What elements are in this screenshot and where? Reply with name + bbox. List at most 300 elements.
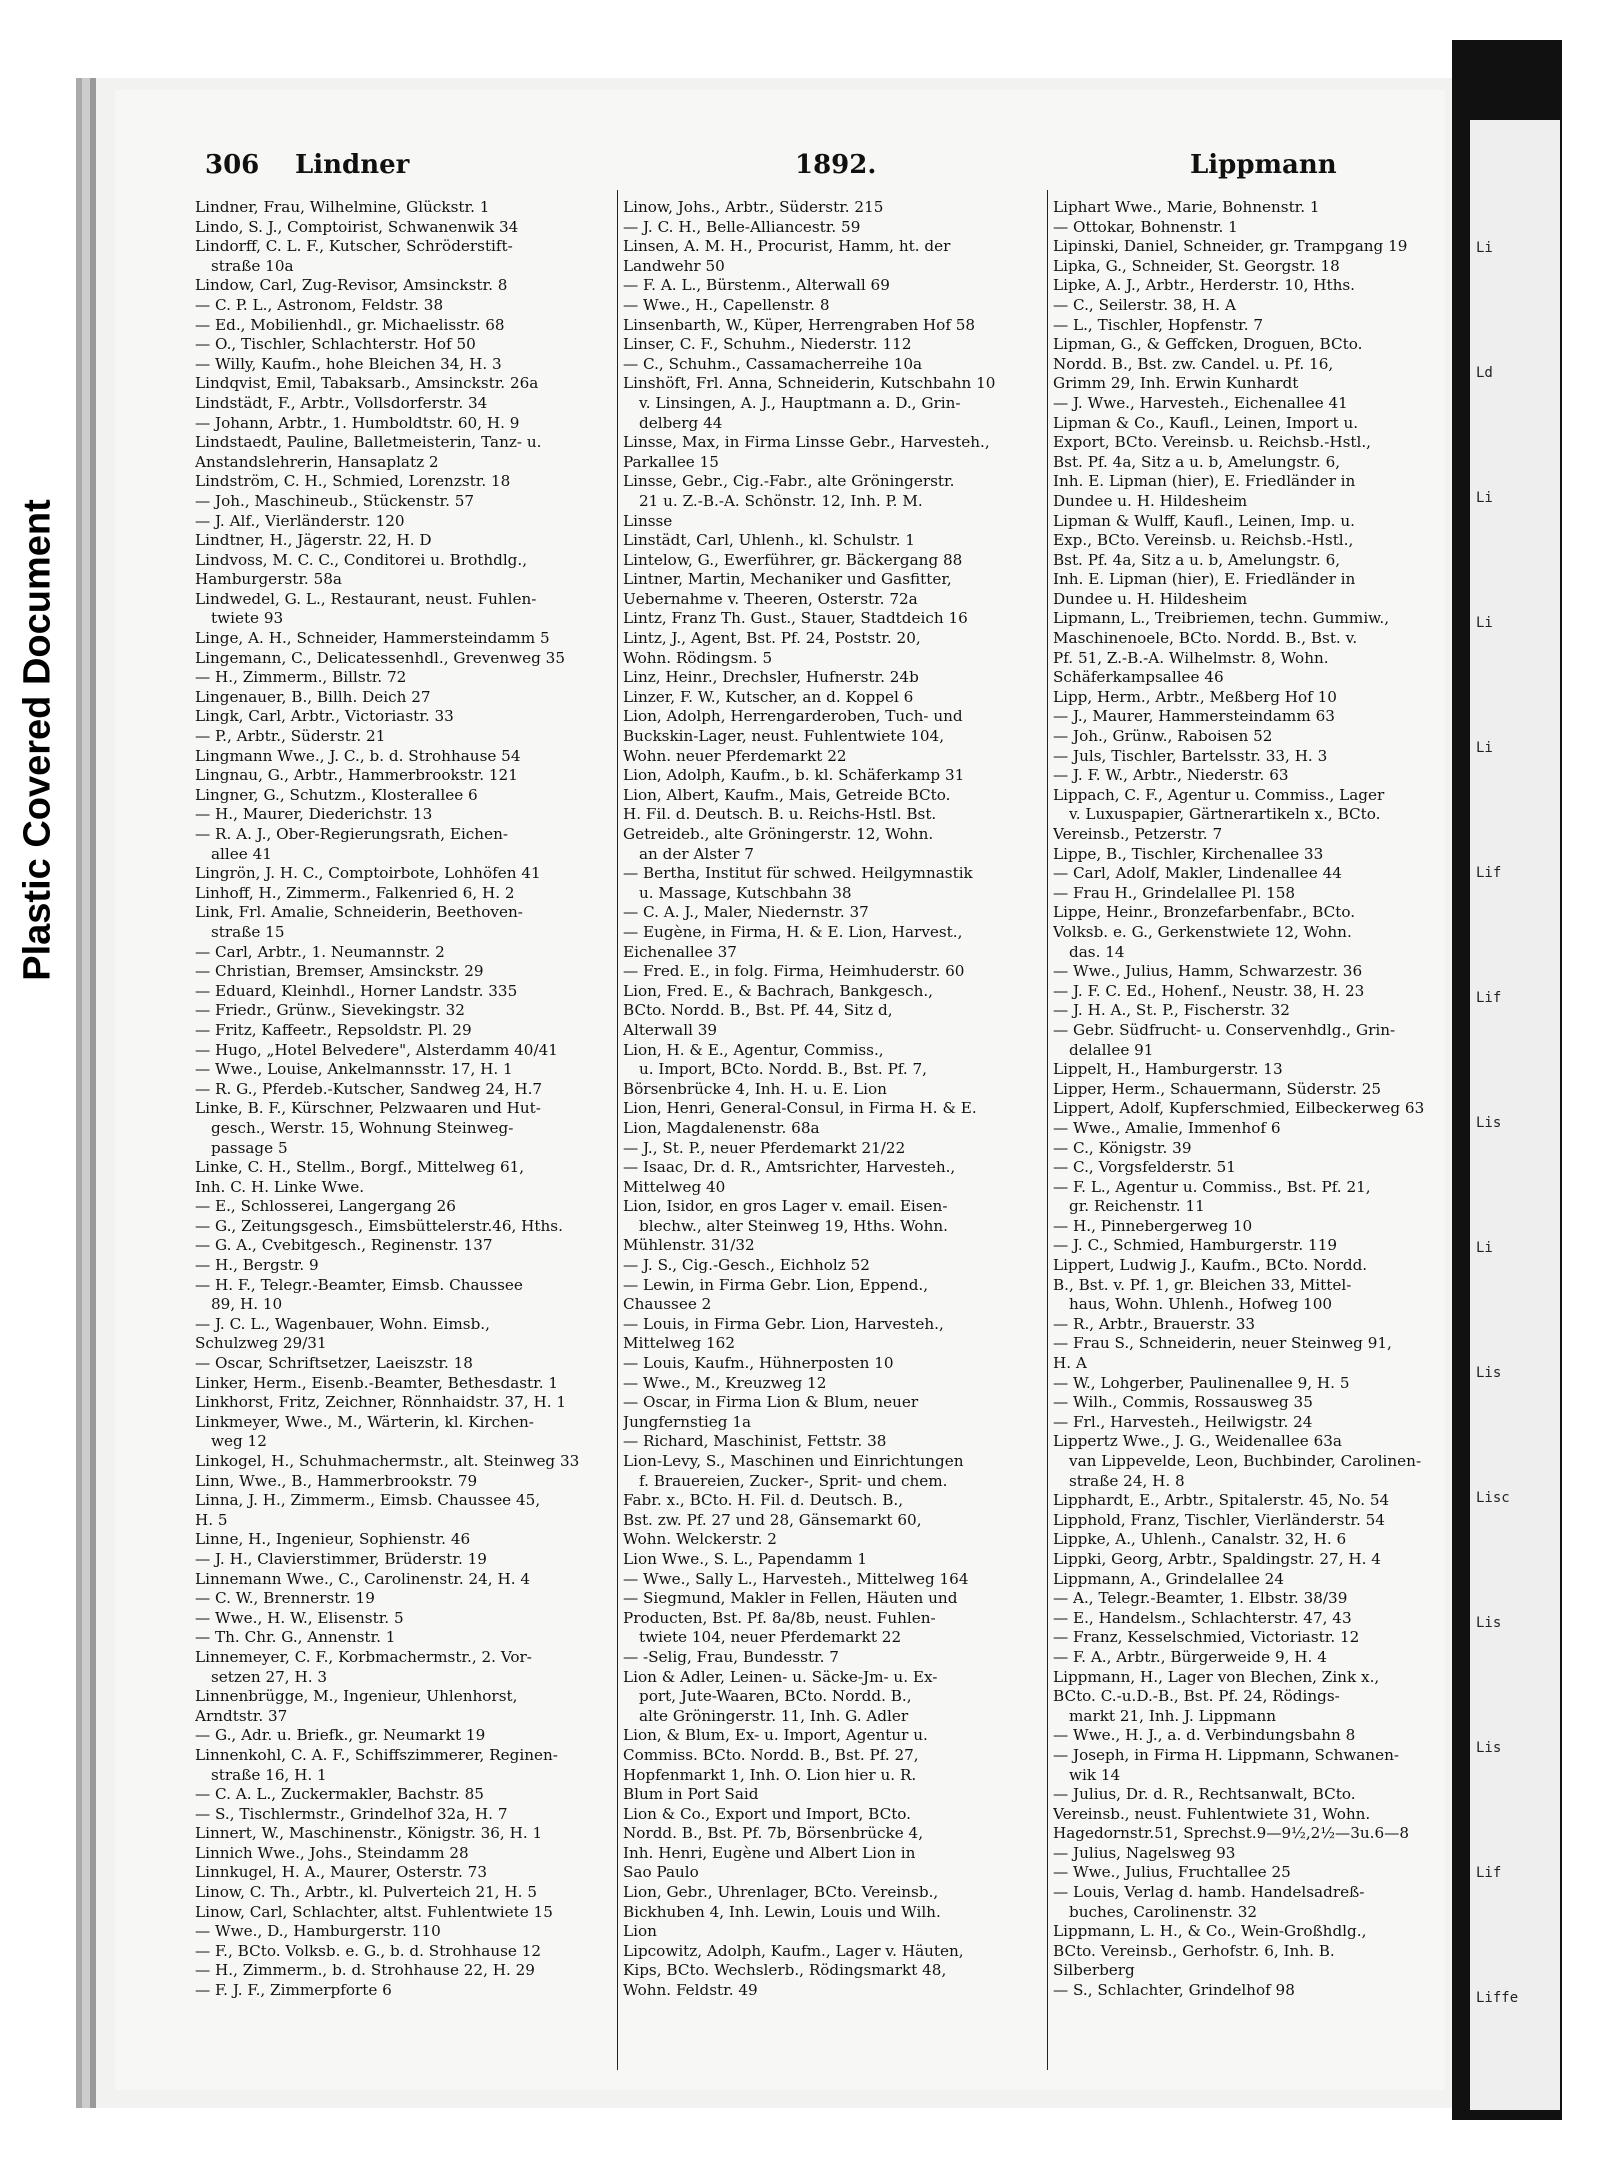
next-page-strip (1470, 120, 1560, 2110)
directory-entry: — E., Handelsm., Schlachterstr. 47, 43 (1053, 1608, 1352, 1627)
directory-entry: Lippmann, A., Grindelallee 24 (1053, 1569, 1285, 1588)
directory-entry: port, Jute-Waaren, BCto. Nordd. B., (639, 1687, 912, 1706)
directory-entry: Schulzweg 29/31 (195, 1334, 327, 1353)
directory-entry: Linne, H., Ingenieur, Sophienstr. 46 (195, 1530, 471, 1549)
directory-entry: — C. A. L., Zuckermakler, Bachstr. 85 (195, 1785, 484, 1804)
directory-entry: u. Import, BCto. Nordd. B., Bst. Pf. 7, (639, 1060, 928, 1079)
directory-entry: — J. H. A., St. P., Fischerstr. 32 (1053, 1001, 1290, 1020)
edge-fragment: Lisc (1476, 1490, 1510, 1506)
directory-entry: gr. Reichenstr. 11 (1069, 1197, 1205, 1216)
directory-entry: markt 21, Inh. J. Lippmann (1069, 1706, 1277, 1725)
directory-entry: Börsenbrücke 4, Inh. H. u. E. Lion (623, 1079, 887, 1098)
directory-entry: Lipmann, L., Treibriemen, techn. Gummiw., (1053, 609, 1390, 628)
column-right (1053, 198, 1483, 2001)
edge-fragment: Lif (1476, 865, 1502, 881)
directory-entry: H. 5 (195, 1510, 228, 1529)
directory-entry: Dundee u. H. Hildesheim (1053, 589, 1248, 608)
directory-entry: — Siegmund, Makler in Fellen, Häuten und (623, 1589, 958, 1608)
directory-entry: Lipcowitz, Adolph, Kaufm., Lager v. Häuten, (623, 1941, 964, 1960)
directory-entry: Lippmann, L. H., & Co., Wein-Großhdlg., (1053, 1922, 1367, 1941)
directory-entry: Lion & Adler, Leinen- u. Säcke-Jm- u. Ex- (623, 1667, 938, 1686)
directory-entry: Lingnau, G., Arbtr., Hammerbrookstr. 121 (195, 766, 518, 785)
directory-entry: Volksb. e. G., Gerkenstwiete 12, Wohn. (1053, 922, 1352, 941)
directory-entry: haus, Wohn. Uhlenh., Hofweg 100 (1069, 1295, 1333, 1314)
directory-entry: Linnemeyer, C. F., Korbmachermstr., 2. Vor- (195, 1647, 532, 1666)
directory-entry: Linsse (623, 511, 673, 530)
directory-entry: Bst. Pf. 4a, Sitz a u. b, Amelungstr. 6, (1053, 550, 1341, 569)
directory-entry: Lipinski, Daniel, Schneider, gr. Trampgang 19 (1053, 237, 1408, 256)
directory-entry: u. Massage, Kutschbahn 38 (639, 883, 852, 902)
directory-entry: Linser, C. F., Schuhm., Niederstr. 112 (623, 335, 912, 354)
side-label (8, 480, 68, 1000)
directory-entry: — Th. Chr. G., Annenstr. 1 (195, 1628, 396, 1647)
directory-entry: Grimm 29, Inh. Erwin Kunhardt (1053, 374, 1299, 393)
directory-entry: — P., Arbtr., Süderstr. 21 (195, 727, 386, 746)
directory-entry: H. A (1053, 1354, 1087, 1373)
directory-entry: delberg 44 (639, 413, 723, 432)
directory-entry: straße 16, H. 1 (211, 1765, 327, 1784)
directory-entry: — Joh., Maschineub., Stückenstr. 57 (195, 491, 475, 510)
directory-entry: Exp., BCto. Vereinsb. u. Reichsb.-Hstl., (1053, 531, 1354, 550)
directory-entry: — Julius, Dr. d. R., Rechtsanwalt, BCto. (1053, 1785, 1356, 1804)
directory-entry: Lion, Henri, General-Consul, in Firma H. & E. (623, 1099, 977, 1118)
directory-entry: Lion, H. & E., Agentur, Commiss., (623, 1040, 884, 1059)
edge-fragment: Li (1476, 1240, 1493, 1256)
directory-entry: — E., Schlosserei, Langergang 26 (195, 1197, 456, 1216)
directory-entry: Mittelweg 40 (623, 1177, 726, 1196)
directory-entry: Getreideb., alte Gröningerstr. 12, Wohn. (623, 825, 934, 843)
directory-entry: Linn, Wwe., B., Hammerbrookstr. 79 (195, 1471, 478, 1490)
directory-entry: Inh. E. Lipman (hier), E. Friedländer in (1053, 472, 1356, 491)
directory-entry: — Frau H., Grindelallee Pl. 158 (1053, 883, 1296, 902)
directory-entry: Lindorff, C. L. F., Kutscher, Schröderstift- (195, 237, 513, 256)
directory-entry: Linow, Carl, Schlachter, altst. Fuhlentwiete 15 (195, 1902, 553, 1921)
directory-entry: — Louis, in Firma Gebr. Lion, Harvesteh., (623, 1314, 944, 1333)
directory-entry: — O., Tischler, Schlachterstr. Hof 50 (195, 335, 476, 354)
directory-entry: Lipman & Wulff, Kaufl., Leinen, Imp. u. (1053, 511, 1355, 530)
directory-entry: f. Brauereien, Zucker-, Sprit- und chem. (639, 1471, 948, 1490)
directory-entry: Lippe, Heinr., Bronzefarbenfabr., BCto. (1053, 903, 1356, 922)
directory-entry: twiete 93 (211, 609, 284, 628)
directory-entry: Linkogel, H., Schuhmachermstr., alt. Steinweg 33 (195, 1452, 580, 1470)
directory-entry: — G., Adr. u. Briefk., gr. Neumarkt 19 (195, 1726, 486, 1745)
directory-entry: — Ed., Mobilienhdl., gr. Michaelisstr. 68 (195, 315, 505, 334)
directory-entry: Anstandslehrerin, Hansaplatz 2 (195, 452, 439, 471)
directory-entry: — Gebr. Südfrucht- u. Conservenhdlg., Grin- (1053, 1020, 1396, 1039)
directory-entry: Lipphold, Franz, Tischler, Vierländerstr. 54 (1053, 1510, 1385, 1529)
directory-entry: — L., Tischler, Hopfenstr. 7 (1053, 315, 1264, 334)
directory-entry: Lipp, Herm., Arbtr., Meßberg Hof 10 (1053, 687, 1337, 706)
directory-entry: — Richard, Maschinist, Fettstr. 38 (623, 1432, 887, 1451)
edge-fragment: Lif (1476, 1865, 1502, 1881)
directory-entry: setzen 27, H. 3 (211, 1667, 328, 1686)
column-rule-1 (617, 190, 618, 2070)
directory-entry: — J. C. H., Belle-Alliancestr. 59 (623, 217, 861, 236)
directory-entry: Lingmann Wwe., J. C., b. d. Strohhause 54 (195, 746, 521, 765)
directory-entry: — H., Maurer, Diederichstr. 13 (195, 805, 433, 824)
directory-entry: — Friedr., Grünw., Sievekingstr. 32 (195, 1001, 465, 1020)
directory-entry: Lion-Levy, S., Maschinen und Einrichtungen (623, 1452, 964, 1470)
directory-entry: Vereinsb., neust. Fuhlentwiete 31, Wohn. (1053, 1804, 1371, 1823)
directory-entry: straße 24, H. 8 (1069, 1471, 1185, 1490)
directory-entry: Linnemann Wwe., C., Carolinenstr. 24, H. 4 (195, 1569, 531, 1588)
directory-entry: Linnenbrügge, M., Ingenieur, Uhlenhorst, (195, 1687, 518, 1706)
directory-entry: — Wwe., Louise, Ankelmannsstr. 17, H. 1 (195, 1060, 513, 1079)
directory-entry: — Johann, Arbtr., 1. Humboldtstr. 60, H. 9 (195, 413, 520, 432)
directory-entry: Linnich Wwe., Johs., Steindamm 28 (195, 1843, 469, 1862)
page-number: 306 (205, 150, 260, 180)
directory-entry: Hopfenmarkt 1, Inh. O. Lion hier u. R. (623, 1765, 917, 1784)
directory-entry: — C., Königstr. 39 (1053, 1138, 1192, 1157)
directory-entry: Eichenallee 37 (623, 942, 737, 961)
directory-entry: — Wwe., Amalie, Immenhof 6 (1053, 1118, 1281, 1137)
directory-entry: Wohn. Welckerstr. 2 (623, 1530, 777, 1549)
directory-entry: — H., Bergstr. 9 (195, 1256, 319, 1275)
directory-entry: Alterwall 39 (623, 1020, 718, 1039)
directory-entry: — -Selig, Frau, Bundesstr. 7 (623, 1647, 839, 1666)
directory-entry: Lippke, A., Uhlenh., Canalstr. 32, H. 6 (1053, 1530, 1347, 1549)
directory-entry: Mühlenstr. 31/32 (623, 1236, 755, 1255)
directory-entry: — Carl, Arbtr., 1. Neumannstr. 2 (195, 942, 445, 961)
directory-entry: Linzer, F. W., Kutscher, an d. Koppel 6 (623, 687, 914, 706)
directory-entry: Arndtstr. 37 (195, 1706, 288, 1725)
directory-entry: — C., Seilerstr. 38, H. A (1053, 295, 1236, 314)
directory-entry: allee 41 (211, 844, 272, 863)
directory-entry: Sao Paulo (623, 1863, 699, 1882)
directory-entry: Fabr. x., BCto. H. Fil. d. Deutsch. B., (623, 1491, 904, 1510)
directory-entry: — Wwe., H. W., Elisenstr. 5 (195, 1608, 404, 1627)
directory-entry: Wohn. neuer Pferdemarkt 22 (623, 746, 847, 765)
edge-fragment: Li (1476, 740, 1493, 756)
directory-entry: — Frau S., Schneiderin, neuer Steinweg 91, (1053, 1334, 1392, 1353)
directory-entry: Linhoff, H., Zimmerm., Falkenried 6, H. 2 (195, 883, 515, 902)
directory-entry: Bst. zw. Pf. 27 und 28, Gänsemarkt 60, (623, 1510, 922, 1529)
directory-entry: — C., Vorgsfelderstr. 51 (1053, 1158, 1236, 1177)
directory-entry: Lion & Co., Export und Import, BCto. (623, 1804, 911, 1823)
directory-entry: — C. A. J., Maler, Niedernstr. 37 (623, 903, 869, 922)
directory-entry: — W., Lohgerber, Paulinenallee 9, H. 5 (1053, 1373, 1350, 1392)
directory-entry: Lion (623, 1922, 657, 1941)
edge-fragment: Lif (1476, 990, 1502, 1006)
column-left (195, 198, 615, 2001)
directory-entry: — Julius, Nagelsweg 93 (1053, 1843, 1236, 1862)
directory-entry: — J. F. W., Arbtr., Niederstr. 63 (1053, 766, 1289, 785)
directory-entry: 89, H. 10 (211, 1295, 283, 1314)
directory-entry: Mittelweg 162 (623, 1334, 735, 1353)
directory-entry: Lion, Albert, Kaufm., Mais, Getreide BCto. (623, 785, 951, 804)
directory-entry: Lippach, C. F., Agentur u. Commiss., Lager (1053, 785, 1385, 804)
directory-entry: Lindow, Carl, Zug-Revisor, Amsinckstr. 8 (195, 276, 508, 295)
directory-entry: — Franz, Kesselschmied, Victoriastr. 12 (1053, 1628, 1360, 1647)
directory-entry: Uebernahme v. Theeren, Osterstr. 72a (623, 589, 918, 608)
directory-entry: Maschinenoele, BCto. Nordd. B., Bst. v. (1053, 629, 1358, 648)
directory-entry: wik 14 (1069, 1765, 1121, 1784)
directory-entry: — R. G., Pferdeb.-Kutscher, Sandweg 24, H.7 (195, 1079, 543, 1098)
directory-entry: Linker, Herm., Eisenb.-Beamter, Bethesdastr. 1 (195, 1373, 559, 1392)
directory-entry: — Louis, Verlag d. hamb. Handelsadreß- (1053, 1883, 1365, 1902)
directory-entry: — F. L., Agentur u. Commiss., Bst. Pf. 21, (1053, 1177, 1371, 1196)
directory-entry: Inh. Henri, Eugène und Albert Lion in (623, 1843, 916, 1862)
directory-entry: BCto. Vereinsb., Gerhofstr. 6, Inh. B. (1053, 1941, 1335, 1960)
directory-entry: delallee 91 (1069, 1040, 1154, 1059)
directory-entry: — Joh., Grünw., Raboisen 52 (1053, 727, 1273, 746)
directory-entry: — Hugo, „Hotel Belvedere", Alsterdamm 40/41 (195, 1040, 558, 1059)
directory-entry: Lipphardt, E., Arbtr., Spitalerstr. 45, No. 54 (1053, 1491, 1390, 1510)
directory-entry: gesch., Werstr. 15, Wohnung Steinweg- (211, 1118, 514, 1137)
directory-entry: — Eduard, Kleinhdl., Horner Landstr. 335 (195, 981, 518, 1000)
directory-entry: — F. A. L., Bürstenm., Alterwall 69 (623, 276, 890, 295)
directory-entry: Vereinsb., Petzerstr. 7 (1053, 825, 1223, 843)
directory-page (115, 90, 1445, 2090)
directory-entry: — F., BCto. Volksb. e. G., b. d. Strohhause 12 (195, 1941, 542, 1960)
directory-entry: Linow, Johs., Arbtr., Süderstr. 215 (623, 198, 884, 216)
directory-entry: Linsen, A. M. H., Procurist, Hamm, ht. der (623, 237, 951, 256)
directory-entry: — R., Arbtr., Brauerstr. 33 (1053, 1314, 1256, 1333)
directory-entry: Wohn. Rödingsm. 5 (623, 648, 773, 667)
left-running-head: Lindner (295, 150, 410, 180)
directory-entry: Lingrön, J. H. C., Comptoirbote, Lohhöfen 41 (195, 864, 541, 883)
right-running-head: Lippmann (1190, 150, 1337, 180)
directory-entry: Linkhorst, Fritz, Zeichner, Rönnhaidstr. 37, H. 1 (195, 1393, 567, 1412)
directory-entry: — Lewin, in Firma Gebr. Lion, Eppend., (623, 1275, 929, 1294)
directory-entry: — Oscar, in Firma Lion & Blum, neuer (623, 1393, 919, 1412)
directory-entry: Commiss. BCto. Nordd. B., Bst. Pf. 27, (623, 1745, 919, 1764)
directory-entry: Lingk, Carl, Arbtr., Victoriastr. 33 (195, 707, 454, 726)
directory-entry: — A., Telegr.-Beamter, 1. Elbstr. 38/39 (1053, 1589, 1348, 1608)
directory-entry: blechw., alter Steinweg 19, Hths. Wohn. (639, 1216, 948, 1235)
directory-entry: — C. W., Brennerstr. 19 (195, 1589, 375, 1608)
directory-entry: — H., Pinnebergerweg 10 (1053, 1216, 1253, 1235)
directory-entry: Linnkugel, H. A., Maurer, Osterstr. 73 (195, 1863, 488, 1882)
directory-entry: — Wwe., Julius, Hamm, Schwarzestr. 36 (1053, 962, 1363, 981)
directory-entry: Lindström, C. H., Schmied, Lorenzstr. 18 (195, 472, 511, 491)
directory-entry: Lion, & Blum, Ex- u. Import, Agentur u. (623, 1726, 928, 1745)
edge-fragment: Lis (1476, 1615, 1502, 1631)
directory-entry: Liphart Wwe., Marie, Bohnenstr. 1 (1053, 198, 1320, 216)
directory-entry: Linsse, Gebr., Cig.-Fabr., alte Gröningerstr. (623, 472, 955, 491)
directory-entry: Producten, Bst. Pf. 8a/8b, neust. Fuhlen- (623, 1608, 936, 1627)
edge-fragment: Ld (1476, 365, 1493, 381)
directory-entry: Linkmeyer, Wwe., M., Wärterin, kl. Kirchen- (195, 1412, 534, 1431)
directory-entry: — J., St. P., neuer Pferdemarkt 21/22 (623, 1138, 906, 1157)
directory-entry: — Christian, Bremser, Amsinckstr. 29 (195, 962, 484, 981)
directory-entry: — Wwe., Sally L., Harvesteh., Mittelweg 164 (623, 1569, 969, 1588)
directory-entry: — Eugène, in Firma, H. & E. Lion, Harvest., (623, 922, 963, 941)
directory-entry: Buckskin-Lager, neust. Fuhlentwiete 104, (623, 727, 945, 746)
directory-entry: — Joseph, in Firma H. Lippmann, Schwanen- (1053, 1745, 1399, 1764)
directory-entry: — J. C., Schmied, Hamburgerstr. 119 (1053, 1236, 1338, 1255)
directory-entry: — J. Wwe., Harvesteh., Eichenallee 41 (1053, 393, 1348, 412)
directory-entry: Lipman & Co., Kaufl., Leinen, Import u. (1053, 413, 1359, 432)
directory-entry: v. Linsingen, A. J., Hauptmann a. D., Grin- (639, 393, 961, 412)
directory-entry: — Fritz, Kaffeetr., Repsoldstr. Pl. 29 (195, 1020, 472, 1039)
directory-entry: Lipke, A. J., Arbtr., Herderstr. 10, Hths. (1053, 276, 1355, 295)
directory-entry: — J. H., Clavierstimmer, Brüderstr. 19 (195, 1549, 487, 1568)
directory-entry: straße 10a (211, 256, 294, 275)
directory-entry: Bst. Pf. 4a, Sitz a u. b, Amelungstr. 6, (1053, 452, 1341, 471)
directory-entry: — Wwe., D., Hamburgerstr. 110 (195, 1922, 441, 1941)
directory-entry: Inh. C. H. Linke Wwe. (195, 1177, 365, 1196)
directory-entry: — Wwe., H. J., a. d. Verbindungsbahn 8 (1053, 1726, 1356, 1745)
directory-entry: Lipman, G., & Geffcken, Droguen, BCto. (1053, 335, 1363, 354)
directory-entry: Lindstaedt, Pauline, Balletmeisterin, Tanz- u. (195, 433, 542, 452)
directory-entry: v. Luxuspapier, Gärtnerartikeln x., BCto. (1069, 805, 1381, 824)
directory-entry: H. Fil. d. Deutsch. B. u. Reichs-Hstl. Bst. (623, 805, 937, 824)
directory-entry: — Wwe., Julius, Fruchtallee 25 (1053, 1863, 1291, 1882)
directory-entry: — J. S., Cig.-Gesch., Eichholz 52 (623, 1256, 870, 1275)
directory-entry: — G., Zeitungsgesch., Eimsbüttelerstr.46, Hths. (195, 1216, 563, 1235)
directory-entry: Lindtner, H., Jägerstr. 22, H. D (195, 531, 432, 550)
directory-entry: Linna, J. H., Zimmerm., Eimsb. Chaussee 45, (195, 1491, 541, 1510)
directory-entry: 21 u. Z.-B.-A. Schönstr. 12, Inh. P. M. (639, 491, 923, 510)
directory-entry: Lippelt, H., Hamburgerstr. 13 (1053, 1060, 1283, 1079)
directory-entry: Nordd. B., Bst. Pf. 7b, Börsenbrücke 4, (623, 1824, 924, 1843)
directory-entry: Linnert, W., Maschinenstr., Königstr. 36, H. 1 (195, 1824, 543, 1843)
directory-entry: Linke, C. H., Stellm., Borgf., Mittelweg 61, (195, 1158, 525, 1177)
directory-entry: Lintz, Franz Th. Gust., Stauer, Stadtdeich 16 (623, 609, 968, 628)
year-head: 1892. (795, 150, 877, 180)
directory-entry: Blum in Port Said (623, 1785, 759, 1804)
directory-entry: Lion Wwe., S. L., Papendamm 1 (623, 1549, 868, 1568)
directory-entry: straße 15 (211, 922, 285, 941)
column-middle (623, 198, 1043, 2001)
directory-entry: buches, Carolinenstr. 32 (1069, 1902, 1258, 1921)
directory-entry: Lindqvist, Emil, Tabaksarb., Amsinckstr. 26a (195, 374, 539, 393)
directory-entry: Linstädt, Carl, Uhlenh., kl. Schulstr. 1 (623, 531, 915, 550)
directory-entry: Lippe, B., Tischler, Kirchenallee 33 (1053, 844, 1324, 863)
directory-entry: Linge, A. H., Schneider, Hammersteindamm 5 (195, 629, 550, 648)
edge-fragment: Li (1476, 615, 1493, 631)
directory-entry: — F. J. F., Zimmerpforte 6 (195, 1981, 392, 2000)
directory-entry: an der Alster 7 (639, 844, 754, 863)
directory-entry: Lintz, J., Agent, Bst. Pf. 24, Poststr. 20, (623, 629, 921, 648)
directory-entry: — G. A., Cvebitgesch., Reginenstr. 137 (195, 1236, 493, 1255)
directory-entry: Lion, Isidor, en gros Lager v. email. Eisen- (623, 1197, 948, 1216)
directory-entry: — J. F. C. Ed., Hohenf., Neustr. 38, H. 23 (1053, 981, 1365, 1000)
directory-entry: weg 12 (211, 1432, 267, 1451)
directory-entry: B., Bst. v. Pf. 1, gr. Bleichen 33, Mittel- (1053, 1275, 1352, 1294)
directory-entry: — Isaac, Dr. d. R., Amtsrichter, Harvesteh., (623, 1158, 956, 1177)
directory-entry: Bickhuben 4, Inh. Lewin, Louis und Wilh. (623, 1902, 941, 1921)
directory-entry: Lion, Adolph, Herrengarderoben, Tuch- und (623, 707, 963, 726)
directory-entry: Schäferkampsallee 46 (1053, 668, 1224, 687)
edge-fragment: Liffe (1476, 1990, 1519, 2006)
directory-entry: — R. A. J., Ober-Regierungsrath, Eichen- (195, 825, 508, 843)
edge-fragment: Lis (1476, 1365, 1502, 1381)
directory-entry: Linsenbarth, W., Küper, Herrengraben Hof 58 (623, 315, 976, 334)
directory-entry: Hamburgerstr. 58a (195, 570, 342, 589)
directory-entry: Wohn. Feldstr. 49 (623, 1981, 758, 2000)
column-rule-2 (1047, 190, 1048, 2070)
directory-entry: Linshöft, Frl. Anna, Schneiderin, Kutschbahn 10 (623, 374, 996, 393)
directory-entry: Lingner, G., Schutzm., Klosterallee 6 (195, 785, 478, 804)
directory-entry: — J. Alf., Vierländerstr. 120 (195, 511, 405, 530)
directory-entry: Chaussee 2 (623, 1295, 712, 1314)
directory-entry: Lion, Magdalenenstr. 68a (623, 1118, 820, 1137)
directory-entry: Lingemann, C., Delicatessenhdl., Grevenweg 35 (195, 648, 565, 667)
directory-entry: Hagedornstr.51, Sprechst.9—9½,2½—3u.6—8 (1053, 1824, 1410, 1843)
directory-entry: — Juls, Tischler, Bartelsstr. 33, H. 3 (1053, 746, 1328, 765)
directory-entry: Linz, Heinr., Drechsler, Hufnerstr. 24b (623, 668, 919, 687)
directory-entry: BCto. C.-u.D.-B., Bst. Pf. 24, Rödings- (1053, 1687, 1340, 1706)
directory-entry: Lion, Adolph, Kaufm., b. kl. Schäferkamp 31 (623, 766, 965, 785)
directory-entry: — Wwe., M., Kreuzweg 12 (623, 1373, 827, 1392)
directory-entry: Landwehr 50 (623, 256, 725, 275)
directory-entry: — Frl., Harvesteh., Heilwigstr. 24 (1053, 1412, 1313, 1431)
directory-entry: Lintelow, G., Ewerführer, gr. Bäckergang 88 (623, 550, 963, 569)
side-label-text: Plastic Covered Document (16, 499, 59, 981)
directory-entry: — J. C. L., Wagenbauer, Wohn. Eimsb., (195, 1314, 490, 1333)
directory-entry: Lindo, S. J., Comptoirist, Schwanenwik 34 (195, 217, 519, 236)
directory-entry: Link, Frl. Amalie, Schneiderin, Beethoven- (195, 903, 523, 922)
directory-entry: Dundee u. H. Hildesheim (1053, 491, 1248, 510)
directory-entry: — S., Schlachter, Grindelhof 98 (1053, 1981, 1295, 2000)
directory-entry: twiete 104, neuer Pferdemarkt 22 (639, 1628, 902, 1647)
directory-entry: Lippert, Adolf, Kupferschmied, Eilbeckerweg 63 (1053, 1099, 1425, 1118)
directory-entry: Lippmann, H., Lager von Blechen, Zink x., (1053, 1667, 1380, 1686)
directory-entry: Lindwedel, G. L., Restaurant, neust. Fuhlen- (195, 589, 537, 608)
directory-entry: Nordd. B., Bst. zw. Candel. u. Pf. 16, (1053, 354, 1334, 373)
directory-entry: — S., Tischlermstr., Grindelhof 32a, H. 7 (195, 1804, 508, 1823)
directory-entry: — Fred. E., in folg. Firma, Heimhuderstr. 60 (623, 962, 965, 981)
directory-entry: Silberberg (1053, 1961, 1135, 1980)
directory-entry: — C., Schuhm., Cassamacherreihe 10a (623, 354, 923, 373)
directory-entry: Linke, B. F., Kürschner, Pelzwaaren und Hut- (195, 1099, 541, 1118)
directory-entry: Lindner, Frau, Wilhelmine, Glückstr. 1 (195, 198, 490, 216)
directory-entry: Linnenkohl, C. A. F., Schiffszimmerer, Reginen- (195, 1745, 558, 1764)
directory-entry: Inh. E. Lipman (hier), E. Friedländer in (1053, 570, 1356, 589)
directory-entry: Parkallee 15 (623, 452, 719, 471)
directory-entry: — Louis, Kaufm., Hühnerposten 10 (623, 1354, 894, 1373)
directory-entry: alte Gröningerstr. 11, Inh. G. Adler (639, 1706, 909, 1725)
edge-fragment: Lis (1476, 1740, 1502, 1756)
directory-entry: Lindstädt, F., Arbtr., Vollsdorferstr. 34 (195, 393, 488, 412)
directory-entry: — Oscar, Schriftsetzer, Laeiszstr. 18 (195, 1354, 473, 1373)
directory-entry: — H., Zimmerm., Billstr. 72 (195, 668, 407, 687)
edge-fragment: Lis (1476, 1115, 1502, 1131)
edge-fragment: Li (1476, 490, 1493, 506)
directory-entry: Lindvoss, M. C. C., Conditorei u. Brothdlg., (195, 550, 528, 569)
directory-entry: passage 5 (211, 1138, 288, 1157)
directory-entry: Lion, Fred. E., & Bachrach, Bankgesch., (623, 981, 934, 1000)
directory-entry: van Lippevelde, Leon, Buchbinder, Carolinen- (1069, 1452, 1422, 1470)
directory-entry: — Willy, Kaufm., hohe Bleichen 34, H. 3 (195, 354, 502, 373)
directory-entry: — H. F., Telegr.-Beamter, Eimsb. Chaussee (195, 1275, 523, 1294)
directory-entry: Export, BCto. Vereinsb. u. Reichsb.-Hstl., (1053, 433, 1371, 452)
directory-entry: Kips, BCto. Wechslerb., Rödingsmarkt 48, (623, 1961, 947, 1980)
directory-entry: — Carl, Adolf, Makler, Lindenallee 44 (1053, 864, 1342, 883)
directory-entry: Linsse, Max, in Firma Linsse Gebr., Harvesteh., (623, 433, 990, 452)
directory-entry: Linow, C. Th., Arbtr., kl. Pulverteich 21, H. 5 (195, 1883, 537, 1902)
directory-entry: — Wilh., Commis, Rossausweg 35 (1053, 1393, 1313, 1412)
directory-entry: — Bertha, Institut für schwed. Heilgymnastik (623, 864, 973, 883)
directory-entry: Pf. 51, Z.-B.-A. Wilhelmstr. 8, Wohn. (1053, 648, 1329, 667)
directory-entry: Lipper, Herm., Schauermann, Süderstr. 25 (1053, 1079, 1382, 1098)
edge-fragment: Li (1476, 240, 1493, 256)
directory-entry: — H., Zimmerm., b. d. Strohhause 22, H. 29 (195, 1961, 535, 1980)
directory-entry: — F. A., Arbtr., Bürgerweide 9, H. 4 (1053, 1647, 1327, 1666)
directory-entry: — Ottokar, Bohnenstr. 1 (1053, 217, 1238, 236)
directory-entry: Lion, Gebr., Uhrenlager, BCto. Vereinsb., (623, 1883, 939, 1902)
directory-entry: — J., Maurer, Hammersteindamm 63 (1053, 707, 1335, 726)
directory-entry: Lintner, Martin, Mechaniker und Gasfitter, (623, 570, 952, 589)
directory-entry: Lingenauer, B., Billh. Deich 27 (195, 687, 431, 706)
directory-entry: Jungfernstieg 1a (623, 1412, 752, 1431)
directory-entry: — Wwe., H., Capellenstr. 8 (623, 295, 830, 314)
directory-entry: Lippert, Ludwig J., Kaufm., BCto. Nordd. (1053, 1256, 1368, 1275)
directory-entry: das. 14 (1069, 942, 1125, 961)
directory-entry: Lipka, G., Schneider, St. Georgstr. 18 (1053, 256, 1340, 275)
